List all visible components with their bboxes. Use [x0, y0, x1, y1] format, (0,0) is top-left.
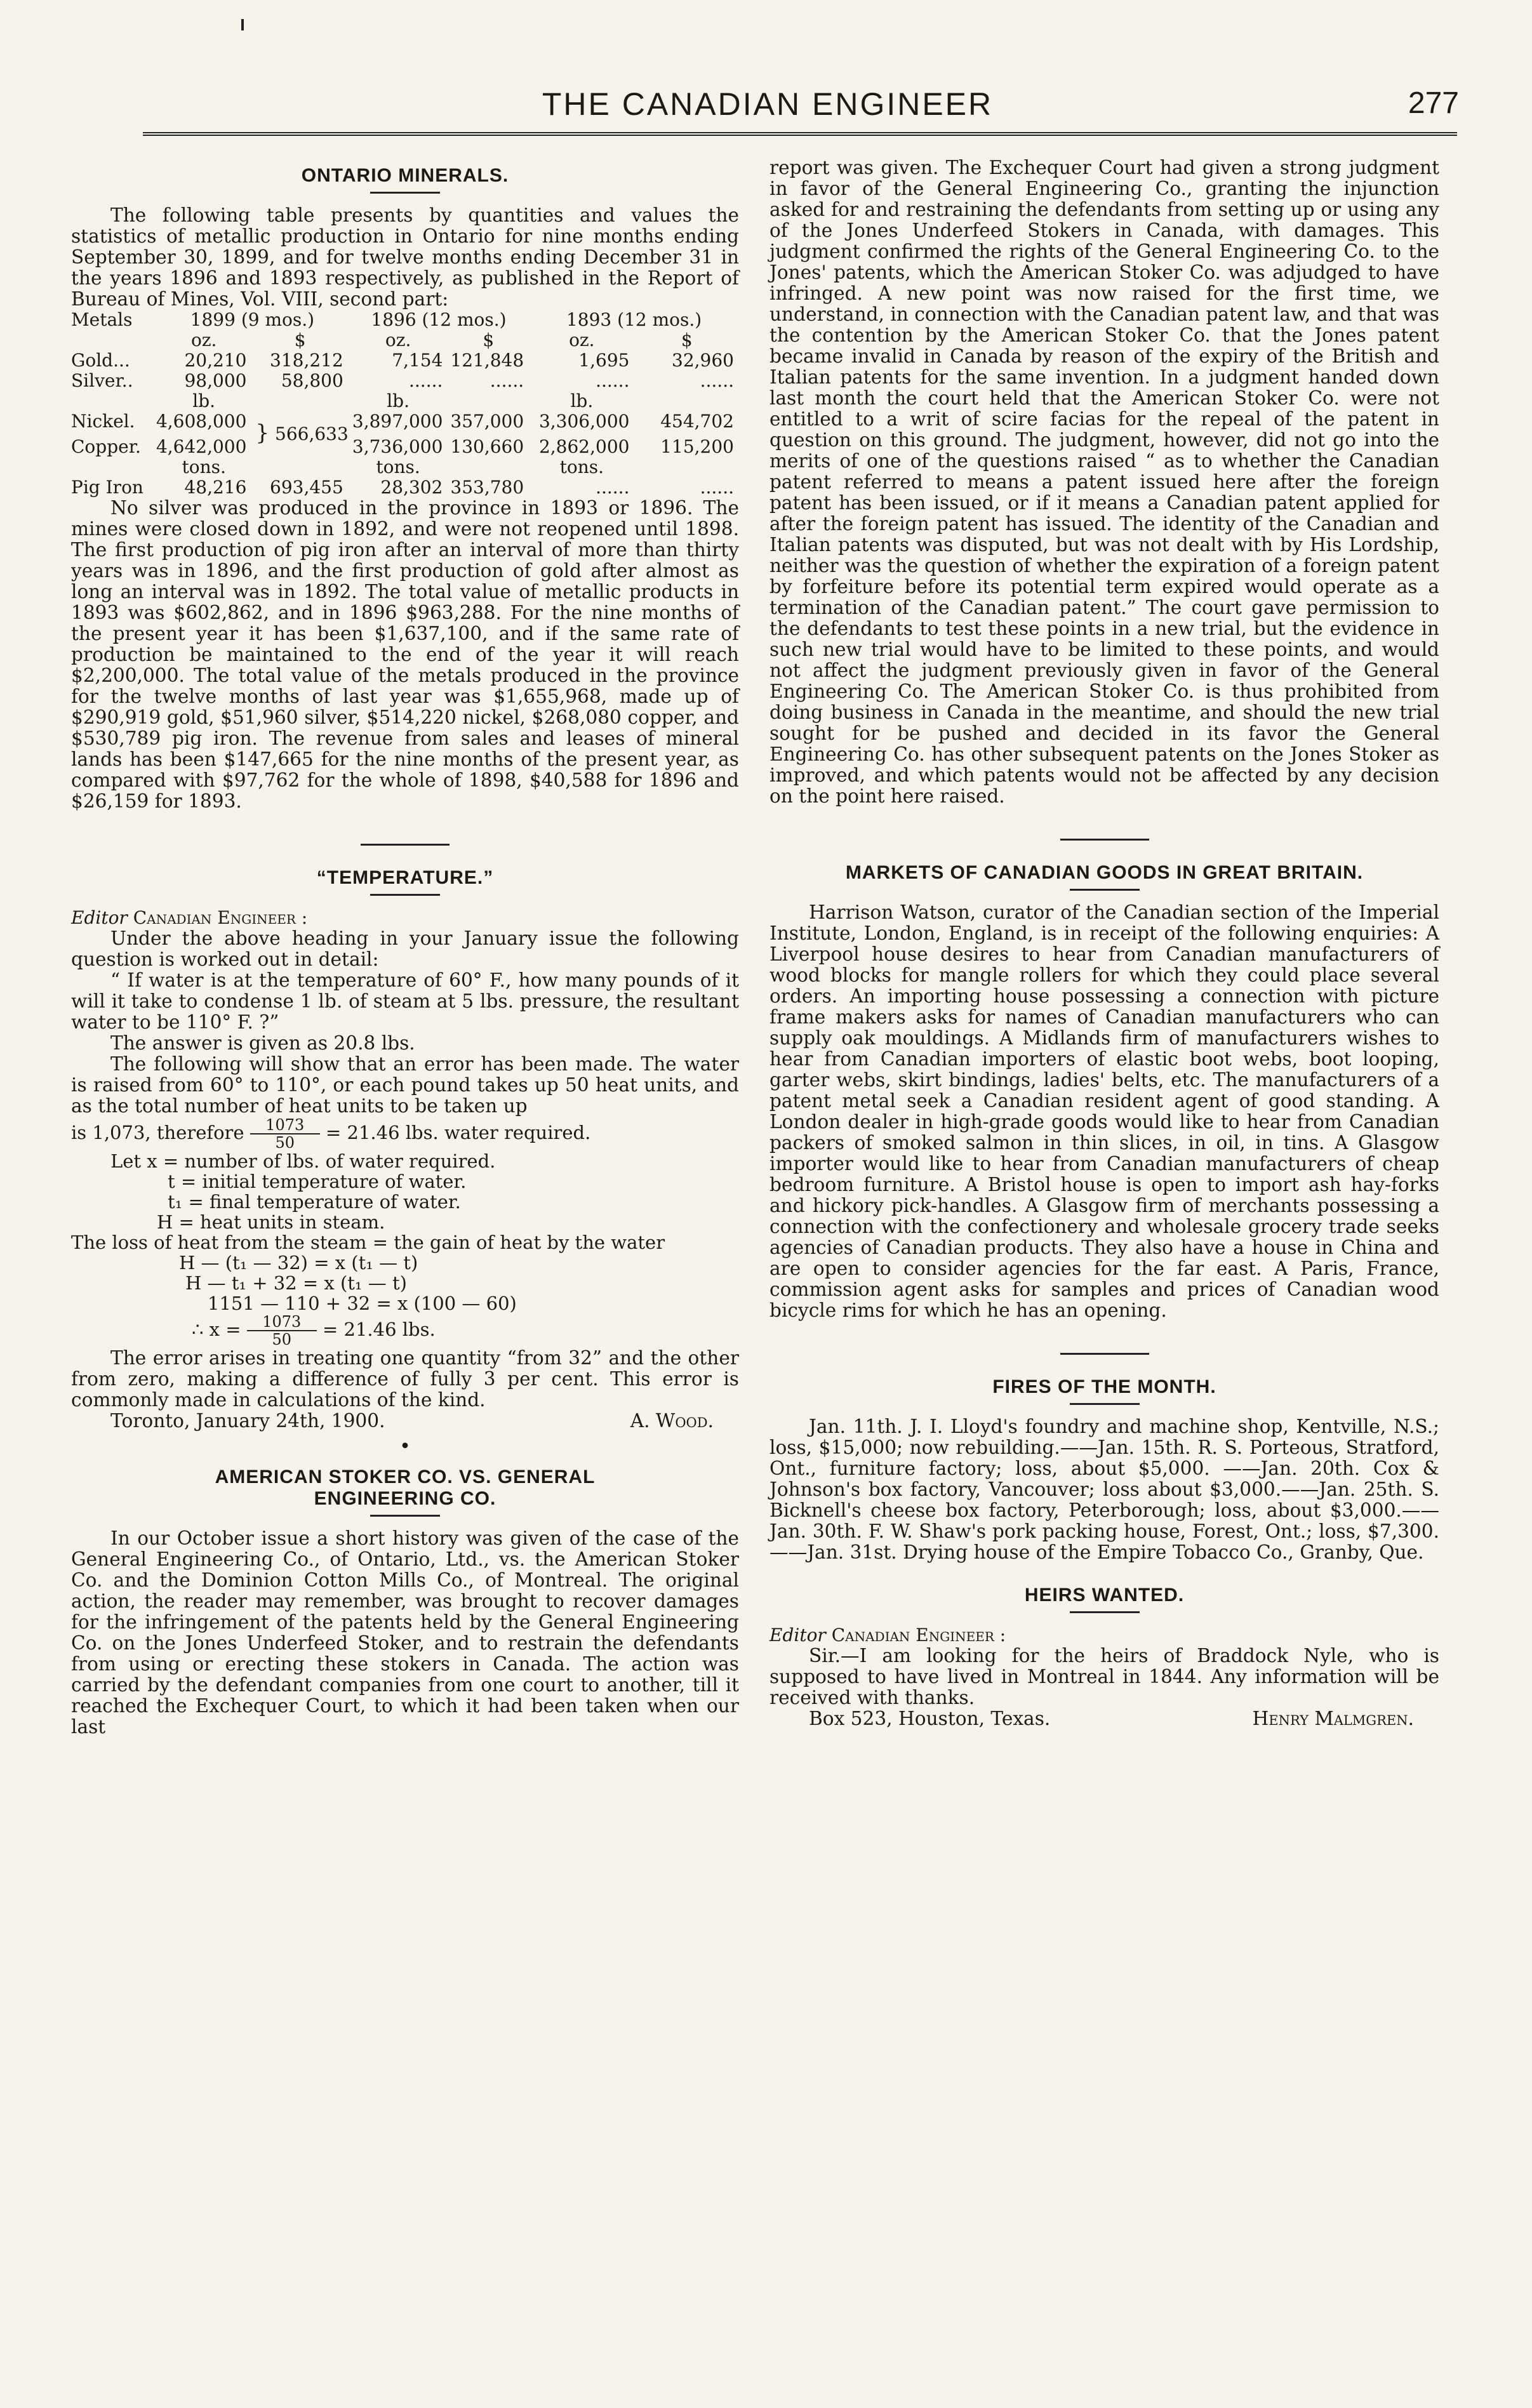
equation: H — t₁ + 32 = x (t₁ — t)	[185, 1272, 407, 1294]
article-paragraph: report was given. The Exchequer Court had given a strong judgment in favor of the General Engineering Co., granting the injunction asked for and restraining the defendants from setting up or using any of the Jones Underfeed Stokers in Canada, with damages. This judgment confirmed the rights of the General Engineering Co. to the Jones' patents, which the American Stoker Co. was adjudged to have infringed. A new point was now raised for the first time, we understand, in connection with the Canadian patent law, and that was the contention by the American Stoker Co. that the Jones patent became invalid in Canada by reason of the expiry of the British and Italian patents for the same invention. In a judgment handed down last month the court held that the American Stoker Co. were not entitled to a writ of scire facias for the repeal of the patent in question on this ground. The judgment, however, did not go into the merits of one of the questions raised “ as to whether the Canadian patent referred to means a patent issued here after the foreign patent has been issued, or if it means a Canadian patent applied for after the foreign patent has issued. The identity of the Canadian and Italian patents was disputed, but was not dealt with by His Lordship, neither was the question of whether the expiration of a foreign patent by forfeiture before its potential term expired would operate as a termination of the Canadian patent.” The court gave permission to the defendants to test these points in a new trial, but the evidence in such new trial would have to be limited to these points, and would not affect the judgment previously given in favor of the General Engineering Co. The American Stoker Co. is thus prohibited from doing business in Canada in the meantime, and should the new trial sought for be pushed and decided in its favor the General Engineering Co. has other subsequent patents on the Jones Stoker as improved, and which patents would not be affected by any decision on the point here raised.	[769, 157, 1439, 807]
table-cell: Copper.	[71, 436, 141, 457]
table-cell: 28,302	[380, 477, 443, 498]
fraction-numerator: 1073	[265, 1116, 305, 1134]
table-cell: Pig Iron	[71, 477, 143, 498]
equation-text: is 1,073, therefore	[71, 1122, 244, 1143]
table-cell: 7,154	[392, 350, 443, 371]
table-unit-row	[71, 391, 739, 411]
unit-label: lb.	[192, 390, 216, 411]
fraction	[250, 1117, 320, 1151]
heading-rule	[1070, 1611, 1140, 1613]
table-row	[71, 371, 739, 391]
equation-text: ∴ x =	[192, 1319, 241, 1340]
table-cell: ......	[596, 477, 630, 498]
section-rule	[361, 844, 450, 846]
table-cell: 4,608,000	[156, 411, 247, 432]
unit-label: oz.	[569, 329, 595, 350]
equation-block	[71, 1117, 739, 1348]
table-cell: Gold...	[71, 350, 130, 371]
table-cell: 115,200	[660, 436, 734, 457]
table-cell: 58,800	[281, 370, 343, 391]
minerals-table	[71, 310, 739, 498]
article-fires	[769, 1376, 1439, 1563]
equation: H — (t₁ — 32) = x (t₁ — t)	[179, 1252, 418, 1274]
table-cell: 48,216	[184, 477, 247, 498]
unit-label: tons.	[182, 456, 226, 477]
print-speck	[241, 19, 244, 30]
left-column	[71, 157, 739, 1738]
article-heading: ONTARIO MINERALS.	[301, 165, 509, 186]
definition: H = heat units in steam.	[157, 1211, 385, 1233]
unit-label: oz.	[190, 329, 217, 350]
table-cell: 20,210	[184, 350, 247, 371]
table-header-row	[71, 310, 739, 330]
table-cell: 2,862,000	[538, 436, 630, 457]
article-heading: MARKETS OF CANADIAN GOODS IN GREAT BRITAIN.	[845, 862, 1364, 883]
table-row	[71, 437, 739, 457]
table-cell: 3,897,000	[352, 411, 443, 432]
article-paragraph: The answer is given as 20.8 lbs.	[110, 1032, 415, 1054]
column-header: 1899 (9 mos.)	[190, 309, 315, 330]
table-cell: 454,702	[660, 411, 734, 432]
table-cell: 121,848	[450, 350, 524, 371]
article-heading: “TEMPERATURE.”	[316, 867, 494, 888]
equation	[71, 1117, 739, 1151]
article-paragraph: The error arises in treating one quantity “from 32” and the other from zero, making a difference of fully 3 per cent. This error is commonly made in calculations of the kind.	[71, 1347, 739, 1411]
page-number: 277	[1408, 86, 1459, 120]
heading-rule	[1070, 1403, 1140, 1405]
signature-place: Toronto, January 24th, 1900.	[110, 1410, 385, 1432]
unit-label: oz.	[385, 329, 411, 350]
unit-label: $	[681, 329, 693, 350]
heading-rule	[370, 192, 440, 194]
table-row	[71, 350, 739, 371]
table-unit-row	[71, 457, 739, 477]
right-column	[769, 157, 1439, 1729]
article-ontario-minerals	[71, 165, 739, 812]
table-cell: 1,695	[578, 350, 630, 371]
unit-label: lb.	[387, 390, 410, 411]
signature-name: Henry Malmgren.	[1252, 1708, 1414, 1729]
fraction-numerator: 1073	[262, 1313, 302, 1331]
signature-name: A. Wood.	[630, 1410, 714, 1432]
table-row	[71, 411, 739, 432]
definition: t₁ = final temperature of water.	[168, 1191, 461, 1213]
equation-text: = 21.46 lbs.	[322, 1319, 436, 1340]
table-cell: ......	[409, 370, 443, 391]
article-paragraph: No silver was produced in the province in 1893 or 1896. The mines were closed down in 1892, and were not reopened until 1898. The first production of pig iron after an interval of more than thirty years was in 1896, and the first production of gold after almost as long an interval was in 1892. The total value of metallic products in 1893 was $602,862, and in 1896 $963,288. For the nine months of the present year it has been $1,637,100, and if the same rate of production be maintained to the end of the year it will reach $2,200,000. The total value of the metals produced in the province for the twelve months of last year was $1,655,968, made up of $290,919 gold, $51,960 silver, $514,220 nickel, $268,080 copper, and $530,789 pig iron. The revenue from sales and leases of mineral lands has been $147,665 for the nine months of the present year, as compared with $97,762 for the whole of 1898, $40,588 for 1896 and $26,159 for 1893.	[71, 497, 739, 812]
table-cell: Silver..	[71, 370, 133, 391]
table-cell: ......	[700, 370, 734, 391]
header-rule	[143, 132, 1457, 140]
unit-label: $	[294, 329, 306, 350]
article-paragraph: The following table presents by quantities and values the statistics of metallic production in Ontario for nine months ending September 30, 1899, and for twelve months ending December 31 in the years 1896 and 1893 respectively, as published in the Report of Bureau of Mines, Vol. VIII, second part:	[71, 204, 739, 310]
table-unit-row	[71, 330, 739, 350]
fraction-denominator: 50	[272, 1331, 292, 1348]
article-temperature	[71, 867, 739, 1432]
equation: 1151 — 110 + 32 = x (100 — 60)	[208, 1293, 517, 1314]
combined-value-cell: } 566,633	[255, 420, 349, 446]
article-heading: AMERICAN STOKER CO. VS. GENERAL	[215, 1467, 596, 1487]
fraction	[247, 1314, 317, 1348]
editor-publication: Canadian Engineer :	[133, 907, 308, 928]
editor-salutation	[71, 907, 739, 928]
table-cell: 4,642,000	[156, 436, 247, 457]
fraction-denominator: 50	[275, 1134, 295, 1152]
section-dot: •	[399, 1435, 411, 1458]
unit-label: $	[483, 329, 495, 350]
unit-label: lb.	[570, 390, 594, 411]
editor-publication: Canadian Engineer :	[831, 1625, 1006, 1646]
table-row	[71, 477, 739, 498]
article-paragraph: In our October issue a short history was given of the case of the General Engineering Co., of Ontario, Ltd., vs. the American Stoker Co. and the Dominion Cotton Mills Co., of Montreal. The original action, the reader may remember, was brought to recover damages for the infringement of the patents held by the General Engineering Co. on the Jones Underfeed Stoker, and to restrain the defendants from using or erecting these stokers in Canada. The action was carried by the defendant companies from one court to another, till it reached the Exchequer Court, to which it had been taken when our last	[71, 1527, 739, 1738]
article-heirs	[769, 1585, 1439, 1729]
page-header	[76, 79, 1459, 136]
signature-line	[71, 1411, 739, 1432]
definition: t = initial temperature of water.	[168, 1171, 467, 1192]
column-header: 1896 (12 mos.)	[371, 309, 507, 330]
article-american-stoker	[71, 1467, 739, 1738]
heading-rule	[370, 894, 440, 896]
article-paragraph: “ If water is at the temperature of 60° F., how many pounds of it will it take to condense 1 lb. of steam at 5 lbs. pressure, the resultant water to be 110° F. ?”	[71, 969, 739, 1033]
article-markets	[769, 862, 1439, 1321]
editor-label: Editor	[769, 1625, 826, 1646]
table-cell: ......	[596, 370, 630, 391]
table-cell: ......	[490, 370, 524, 391]
column-header: Metals	[71, 309, 133, 330]
heading-rule	[1070, 889, 1140, 891]
table-cell: 318,212	[270, 350, 343, 371]
publication-title: THE CANADIAN ENGINEER	[542, 86, 994, 122]
table-cell: 98,000	[184, 370, 247, 391]
unit-label: tons.	[559, 456, 604, 477]
editor-salutation	[769, 1625, 1439, 1646]
table-cell: 566,633	[275, 423, 349, 444]
table-cell: 130,660	[450, 436, 524, 457]
article-heading: FIRES OF THE MONTH.	[992, 1376, 1216, 1397]
section-rule	[1060, 1353, 1149, 1355]
equation	[71, 1314, 739, 1348]
article-paragraph: Harrison Watson, curator of the Canadian section of the Imperial Institute, London, England, is in receipt of the following enquiries: A Liverpool house desires to hear from Canadian manufacturers of wood blocks for mangle rollers for which they could place several orders. An importing house possessing a connection with picture frame makers asks for names of Canadian manufacturers who can supply oak mouldings. A Midlands firm of manufacturers wishes to hear from Canadian importers of elastic boot webs, boot looping, garter webs, skirt bindings, ladies' belts, etc. The manufacturers of a patent metal seek a Canadian resident agent of good standing. A London dealer in high-grade goods would like to hear from Canadian packers of smoked salmon in thin slices, in oil, in tins. A Glasgow importer would like to hear from Canadian manufacturers of cheap bedroom furniture. A Bristol house is open to import ash hay-forks and hickory pick-handles. A Glasgow firm of merchants possessing a connection with the confectionery and wholesale grocery trade seeks agencies of Canadian products. They also have a house in China and are open to consider agencies for the far east. A Paris, France, commission agent asks for samples and prices of Canadian wood bicycle rims for which he has an opening.	[769, 901, 1439, 1321]
table-cell: ......	[700, 477, 734, 498]
table-cell: 3,736,000	[352, 436, 443, 457]
article-paragraph: Jan. 11th. J. I. Lloyd's foundry and machine shop, Kentville, N.S.; loss, $15,000; now rebuilding.——Jan. 15th. R. S. Porteous, Stratford, Ont., furniture factory; loss, about $5,000. ——Jan. 20th. Cox & Johnson's box factory, Vancouver; loss about $3,000.——Jan. 25th. S. Bicknell's cheese box factory, Peterborough; loss, about $3,000.——Jan. 30th. F. W. Shaw's pork packing house, Forest, Ont.; loss, $7,300.——Jan. 31st. Drying house of the Empire Tobacco Co., Granby, Que.	[769, 1416, 1439, 1563]
column-header: 1893 (12 mos.)	[566, 309, 702, 330]
table-cell: 32,960	[672, 350, 734, 371]
unit-label: tons.	[376, 456, 420, 477]
signature-line	[769, 1708, 1439, 1729]
article-heading: HEIRS WANTED.	[1024, 1585, 1185, 1606]
section-rule	[1060, 839, 1149, 841]
table-cell: 353,780	[450, 477, 524, 498]
table-cell: 693,455	[270, 477, 343, 498]
article-american-stoker-continued	[769, 157, 1439, 807]
article-paragraph: Under the above heading in your January issue the following question is worked out in detail:	[71, 928, 739, 970]
equation-text: = 21.46 lbs. water required.	[326, 1122, 591, 1143]
article-paragraph: The following will show that an error has been made. The water is raised from 60° to 110°, or each pound takes up 50 heat units, and as the total number of heat units to be taken up	[71, 1053, 739, 1117]
table-cell: 357,000	[450, 411, 524, 432]
article-paragraph: Sir.—I am looking for the heirs of Braddock Nyle, who is supposed to have lived in Montreal in 1844. Any information will be received with thanks.	[769, 1645, 1439, 1708]
definition: Let x = number of lbs. of water required.	[110, 1150, 496, 1172]
signature-place: Box 523, Houston, Texas.	[809, 1708, 1051, 1729]
heading-rule	[370, 1515, 440, 1517]
article-heading: ENGINEERING CO.	[314, 1488, 496, 1509]
equation-caption: The loss of heat from the steam = the gain of heat by the water	[71, 1232, 665, 1253]
editor-label: Editor	[71, 907, 128, 928]
table-cell: 3,306,000	[538, 411, 630, 432]
table-cell: Nickel.	[71, 411, 135, 432]
